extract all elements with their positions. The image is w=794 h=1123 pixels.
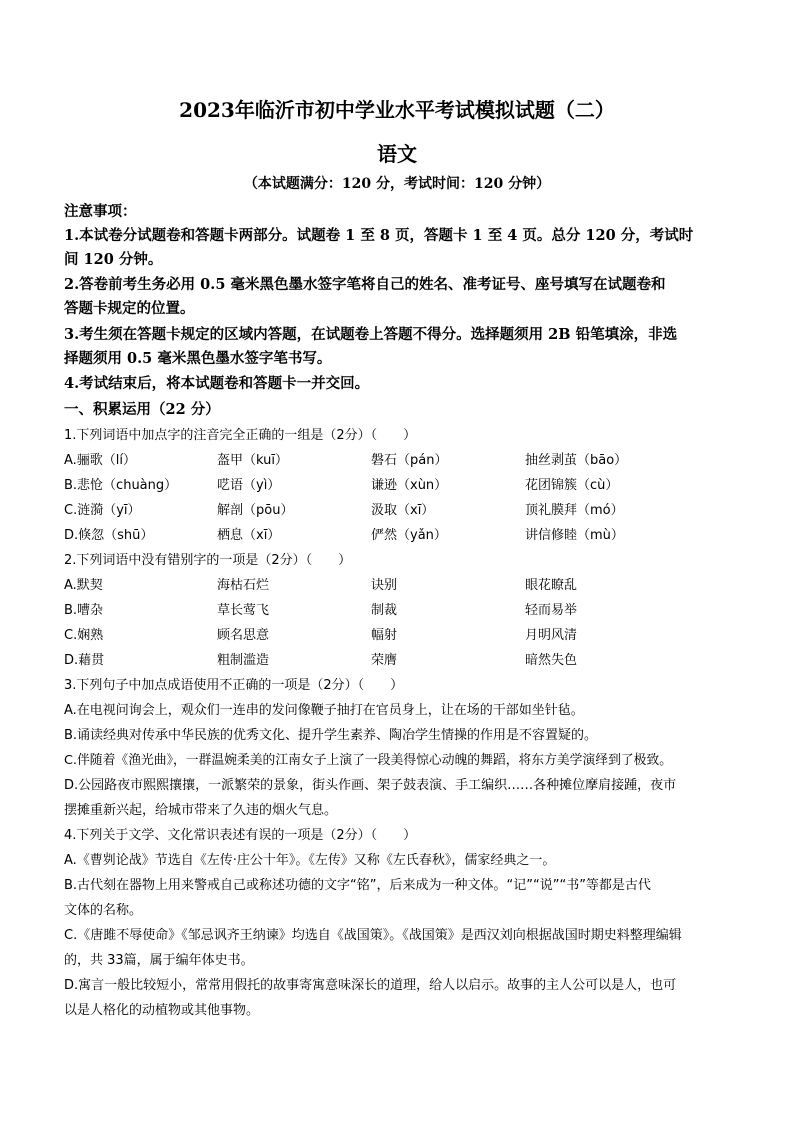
option-cell: 磐石（pán） bbox=[371, 453, 448, 468]
exam-title: 2023年临沂市初中学业水平考试模拟试题（二） bbox=[179, 98, 615, 122]
question-stem: 4.下列关于文学、文化常识表述有误的一项是（2分）（ ） bbox=[64, 828, 417, 843]
option-cell: 诀别 bbox=[371, 578, 398, 593]
option-line: 的，共 33篇，属于编年体史书。 bbox=[64, 953, 254, 968]
option-cell: 盔甲（kuī） bbox=[217, 453, 288, 468]
option-line: C.《唐雎不辱使命》《邹忌讽齐王纳谏》均选自《战国策》。《战国策》是西汉刘向根据战国时期史料整理编辑 bbox=[64, 928, 682, 943]
option-cell: 轻而易举 bbox=[525, 603, 578, 618]
option-cell: 谦逊（xùn） bbox=[371, 478, 448, 493]
option-cell: 顾名思意 bbox=[217, 628, 270, 643]
option-cell: B.嘈杂 bbox=[64, 603, 104, 618]
option-cell: 海枯石烂 bbox=[217, 578, 270, 593]
option-line: D.公园路夜市熙熙攘攘，一派繁荣的景象，街头作画、架子鼓表演、手工编织……各种摊位摩肩接踵，夜市 bbox=[64, 778, 677, 793]
option-cell: 解剖（pōu） bbox=[217, 503, 294, 518]
option-cell: 暗然失色 bbox=[525, 653, 578, 668]
notice-line: 3.考生须在答题卡规定的区域内答题，在试题卷上答题不得分。选择题须用 2B 铅笔填涂，非选 bbox=[64, 326, 678, 343]
option-cell: 汲取（xī） bbox=[371, 503, 435, 518]
option-cell: 栖息（xī） bbox=[217, 528, 281, 543]
option-cell: 讲信修睦（mù） bbox=[525, 528, 624, 543]
option-cell: 花团锦簇（cù） bbox=[525, 478, 619, 493]
option-cell: 幅射 bbox=[371, 628, 398, 643]
question-stem: 2.下列词语中没有错别字的一项是（2分）（ ） bbox=[64, 553, 352, 568]
option-line: 摆摊重新兴起，给城市带来了久违的烟火气息。 bbox=[64, 803, 338, 818]
notice-line: 2.答卷前考生务必用 0.5 毫米黑色墨水签字笔将自己的姓名、准考证号、座号填写在试题卷和 bbox=[64, 276, 666, 293]
question-stem: 3.下列句子中加点成语使用不正确的一项是（2分）（ ） bbox=[64, 678, 404, 693]
option-line: 以是人格化的动植物或其他事物。 bbox=[64, 1003, 260, 1018]
option-line: 文体的名称。 bbox=[64, 903, 143, 918]
section-heading: 一、积累运用（22 分） bbox=[64, 401, 220, 418]
option-cell: 俨然（yǎn） bbox=[371, 528, 447, 543]
option-line: A.在电视问询会上，观众们一连串的发问像鞭子抽打在官员身上，让在场的干部如坐针毡。 bbox=[64, 703, 584, 718]
option-cell: 顶礼膜拜（mó） bbox=[525, 503, 624, 518]
notice-line: 间 120 分钟。 bbox=[64, 251, 163, 268]
option-cell: D.倏忽（shū） bbox=[64, 528, 154, 543]
option-cell: D.藉贯 bbox=[64, 653, 105, 668]
exam-info: （本试题满分：120 分，考试时间：120 分钟） bbox=[243, 176, 551, 192]
question-stem: 1.下列词语中加点字的注音完全正确的一组是（2分）（ ） bbox=[64, 428, 417, 443]
option-line: D.寓言一般比较短小，常常用假托的故事寄寓意味深长的道理，给人以启示。故事的主人公可以是人，也可 bbox=[64, 978, 677, 993]
option-cell: 制裁 bbox=[371, 603, 398, 618]
option-line: C.伴随着《渔光曲》，一群温婉柔美的江南女子上演了一段美得惊心动魄的舞蹈，将东方美学演绎到了极致。 bbox=[64, 753, 673, 768]
option-line: A.《曹刿论战》节选自《左传·庄公十年》。《左传》又称《左氏春秋》，儒家经典之一。 bbox=[64, 853, 556, 868]
option-cell: B.悲怆（chuàng） bbox=[64, 478, 178, 493]
option-cell: 草长莺飞 bbox=[217, 603, 270, 618]
option-cell: 荣膺 bbox=[371, 653, 398, 668]
option-cell: C.娴熟 bbox=[64, 628, 104, 643]
option-cell: 抽丝剥茧（bāo） bbox=[525, 453, 628, 468]
option-cell: A.骊歌（lí） bbox=[64, 453, 137, 468]
subject-title: 语文 bbox=[377, 142, 417, 166]
option-cell: A.默契 bbox=[64, 578, 103, 593]
notice-heading: 注意事项： bbox=[64, 203, 137, 220]
notice-line: 答题卡规定的位置。 bbox=[64, 300, 195, 317]
option-cell: C.涟漪（yī） bbox=[64, 503, 141, 518]
notice-line: 1.本试卷分试题卷和答题卡两部分。试题卷 1 至 8 页，答题卡 1 至 4 页。总分 120 分，考试时 bbox=[64, 227, 694, 244]
notice-line: 4.考试结束后，将本试题卷和答题卡一并交回。 bbox=[64, 375, 370, 392]
option-cell: 月明风清 bbox=[525, 628, 578, 643]
option-line: B.古代刻在器物上用来警戒自己或称述功德的文字“铭”，后来成为一种文体。“记”“说”“书”等都是古代 bbox=[64, 878, 651, 893]
option-line: B.诵读经典对传承中华民族的优秀文化、提升学生素养、陶冶学生情操的作用是不容置疑的。 bbox=[64, 728, 598, 743]
option-cell: 呓语（yì） bbox=[217, 478, 281, 493]
option-cell: 眼花瞭乱 bbox=[525, 578, 578, 593]
option-cell: 粗制滥造 bbox=[217, 653, 270, 668]
notice-line: 择题须用 0.5 毫米黑色墨水签字笔书写。 bbox=[64, 350, 332, 367]
